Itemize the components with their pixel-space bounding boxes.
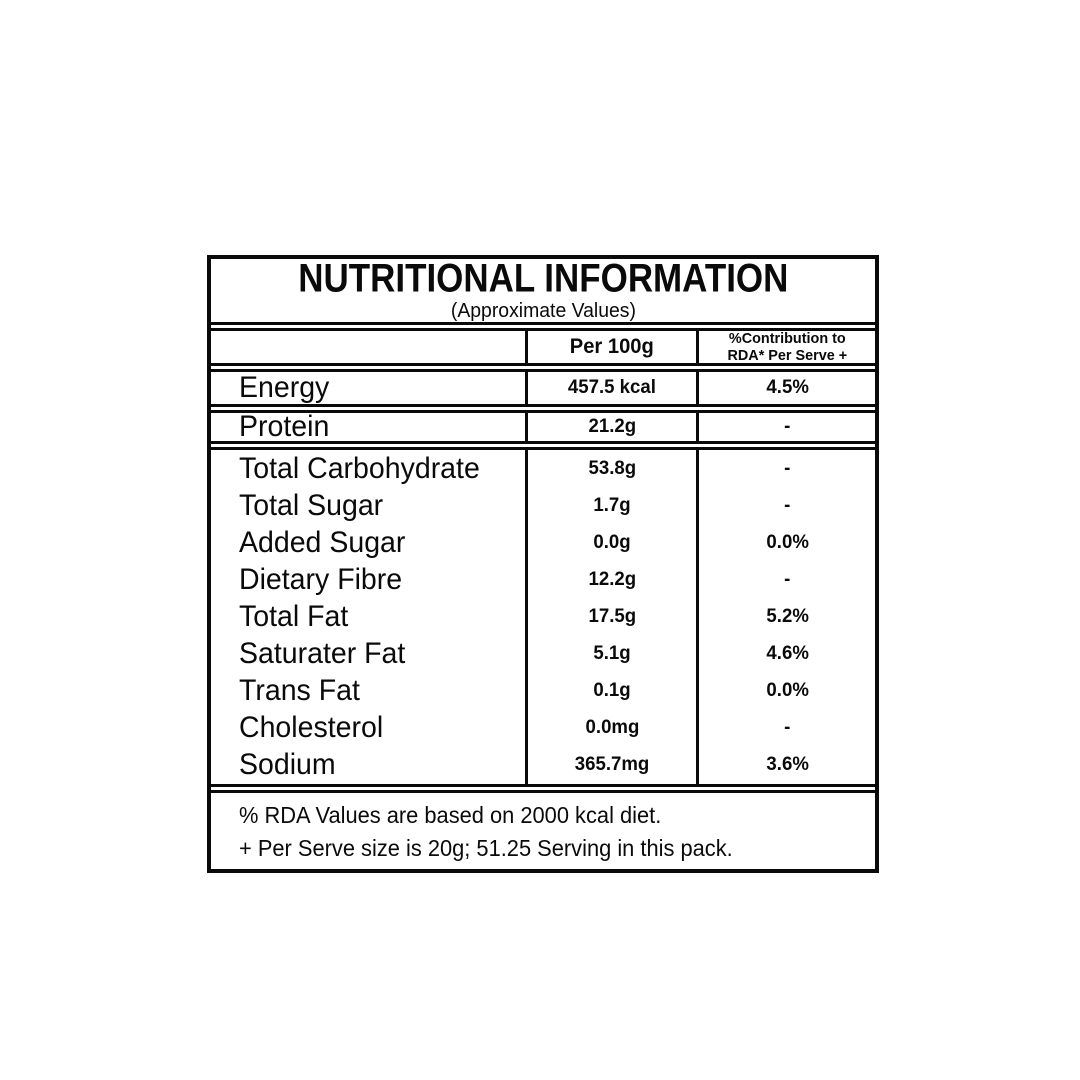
- nutrient-per100g: 17.5g: [588, 605, 637, 627]
- header-rda-label: %Contribution to RDA* Per Serve +: [727, 329, 848, 364]
- nutrient-rda: -: [784, 416, 791, 437]
- nutrient-per100g: 12.2g: [588, 568, 637, 590]
- nutrient-name: Trans Fat: [239, 674, 360, 708]
- nutrient-name: Cholesterol: [239, 711, 384, 745]
- column-header-row: [211, 328, 875, 366]
- nutrient-block: [211, 447, 875, 787]
- nutrient-per100g: 21.2g: [588, 416, 637, 437]
- nutrient-rda: 4.6%: [765, 643, 809, 665]
- footnote-serving: + Per Serve size is 20g; 51.25 Serving in this pack.: [239, 834, 733, 861]
- nutrient-per100g: 5.1g: [593, 643, 631, 665]
- nutrient-per100g: 457.5 kcal: [568, 377, 657, 398]
- header-per100g-label: Per 100g: [570, 335, 655, 358]
- nutrient-per100g: 53.8g: [588, 457, 637, 479]
- header-rda-cell: [696, 331, 875, 363]
- nutrient-per100g: 0.0g: [593, 531, 631, 553]
- table-row: [211, 710, 875, 747]
- table-row: [211, 524, 875, 561]
- table-row: [211, 673, 875, 710]
- table-row: [211, 598, 875, 635]
- footnote-section: [211, 790, 875, 874]
- table-row: [211, 410, 875, 444]
- header-nutrient-cell: [211, 331, 525, 363]
- nutrient-rda: -: [784, 494, 791, 516]
- nutrient-name: Dietary Fibre: [239, 562, 403, 596]
- table-row: [211, 747, 875, 784]
- table-title: NUTRITIONAL INFORMATION: [297, 256, 789, 302]
- nutrient-name: Added Sugar: [239, 525, 406, 559]
- nutrient-name: Saturater Fat: [239, 637, 406, 671]
- footnote-rda: % RDA Values are based on 2000 kcal diet.: [239, 802, 662, 828]
- table-row: [211, 635, 875, 672]
- nutrient-name: Total Fat: [239, 599, 349, 633]
- nutrient-per100g: 365.7mg: [574, 754, 650, 776]
- nutrient-per100g: 1.7g: [593, 494, 631, 516]
- nutrient-name: Sodium: [239, 748, 336, 782]
- nutrient-name: Total Sugar: [239, 488, 384, 522]
- nutrient-name: Protein: [239, 410, 330, 443]
- table-row: [211, 369, 875, 407]
- nutrient-name: Energy: [239, 371, 330, 404]
- nutrient-rda: -: [784, 717, 791, 739]
- nutrition-facts-table: [207, 255, 879, 873]
- header-per100g-cell: [525, 331, 696, 363]
- nutrient-per100g: 0.1g: [593, 680, 631, 702]
- nutrient-rda: 0.0%: [765, 531, 809, 553]
- table-row: [211, 561, 875, 598]
- nutrient-name: Total Carbohydrate: [239, 451, 480, 485]
- nutrient-rda: 3.6%: [765, 754, 809, 776]
- nutrient-rda: 4.5%: [765, 377, 809, 398]
- nutrient-rda: 5.2%: [765, 605, 809, 627]
- nutrient-rda: -: [784, 568, 791, 590]
- table-row: [211, 487, 875, 524]
- table-row: [211, 450, 875, 487]
- title-section: [211, 256, 875, 325]
- nutrient-rda: -: [784, 457, 791, 479]
- nutrient-rda: 0.0%: [765, 680, 809, 702]
- table-subtitle: (Approximate Values): [450, 300, 636, 322]
- nutrient-per100g: 0.0mg: [585, 717, 640, 739]
